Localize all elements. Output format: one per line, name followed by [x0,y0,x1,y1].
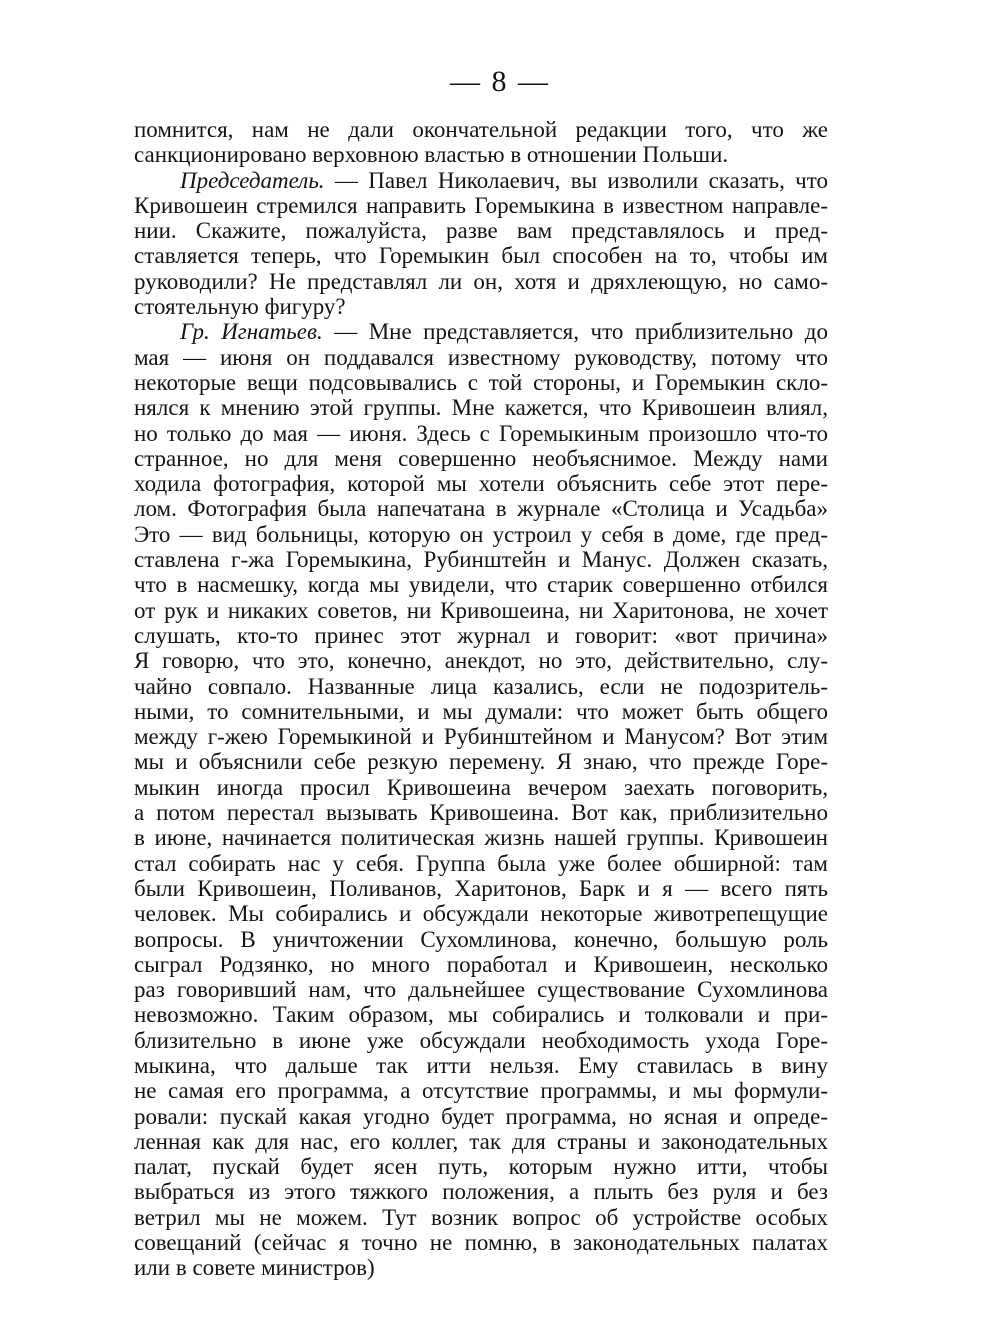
speech-text: — Мне представляется, что приблизительно до [322,319,828,345]
text-line: ными, то сомнительными, и мы думали: что может быть общего [134,698,828,724]
text-line: ставляется теперь, что Горемыкин был способен на то, чтобы им [134,243,828,269]
text-line: что в насмешку, когда мы увидели, что старик совершенно отбился [134,572,828,598]
text-line: странное, но для меня совершенно необъяснимое. Между нами [134,445,828,471]
text-line [134,168,828,193]
text-line: санкционировано верховною властью в отношении Польши. [134,142,729,168]
text-line: мая — июня он поддавался известному руководству, потому что [134,344,828,370]
text-line: в июне, начинается политическая жизнь нашей группы. Кривошеин [134,825,828,851]
text-line: помнится, нам не дали окончательной редакции того, что же [134,117,828,142]
text-line: выбраться из этого тяжкого положения, а плыть без руля и без [134,1179,828,1205]
text-line: мыкин иногда просил Кривошеина вечером заехать поговорить, [134,774,828,800]
text-line: ленная как для нас, его коллег, так для страны и законодательных [134,1128,828,1154]
text-line: Кривошеин стремился направить Горемыкина в известном направле- [134,192,828,218]
text-line: руководили? Не представлял ли он, хотя и дряхлеющую, но само- [134,268,828,294]
text-line: ветрил мы не можем. Тут возник вопрос об устройстве особых [134,1204,828,1230]
text-line: стоятельную фигуру? [134,294,346,320]
text-line: были Кривошеин, Поливанов, Харитонов, Барк и я — всего пять [134,875,828,901]
text-line: близительно в июне уже обсуждали необходимость ухода Горе- [134,1027,828,1053]
text-line: Это — вид больницы, которую он устроил у себя в доме, где пред- [134,521,828,547]
text-line: не самая его программа, а отсутствие программы, и мы формули- [134,1078,828,1104]
text-line: Я говорю, что это, конечно, анекдот, но это, действительно, слу- [134,648,828,674]
text-line: слушать, кто-то принес этот журнал и говорит: «вот причина» [134,622,828,648]
text-line: стал собирать нас у себя. Группа была уже более обширной: там [134,850,828,876]
text-line: между г-жею Горемыкиной и Рубинштейном и Манусом? Вот этим [134,724,828,750]
text-line: от рук и никаких советов, ни Кривошеина, ни Харитонова, не хочет [134,597,828,623]
text-line: а потом перестал вызывать Кривошеина. Вот как, приблизительно [134,800,828,826]
speech-text: — Павел Николаевич, вы изволили сказать, что [324,167,828,193]
text-line: нялся к мнению этой группы. Мне кажется, что Кривошеин влиял, [134,395,828,421]
speaker-name: Председатель. [180,167,325,193]
speaker-name: Гр. Игнатьев. [180,319,323,345]
text-line: некоторые вещи подсовывались с той стороны, и Горемыкин скло- [134,369,828,395]
text-line: но только до мая — июня. Здесь с Горемыкиным произошло что-то [134,420,828,446]
text-line: человек. Мы собирались и обсуждали некоторые животрепещущие [134,901,828,927]
body-text [134,117,828,1281]
text-line: вопросы. В уничтожении Сухомлинова, конечно, большую роль [134,926,828,952]
text-line: палат, пускай будет ясен путь, которым нужно итти, чтобы [134,1154,828,1180]
text-line: невозможно. Таким образом, мы собирались и толковали и при- [134,1002,828,1028]
text-line [134,319,828,344]
text-line: нии. Скажите, пожалуйста, разве вам представлялось и пред- [134,218,828,244]
text-line: ровали: пускай какая угодно будет программа, но ясная и опреде- [134,1103,828,1129]
text-line: чайно совпало. Названные лица казались, если не подозритель- [134,673,828,699]
text-line: или в совете министров) [134,1255,375,1281]
text-line: раз говоривший нам, что дальнейшее существование Сухомлинова [134,977,828,1003]
text-line: мы и объяснили себе резкую перемену. Я знаю, что прежде Горе- [134,749,828,775]
page-number: — 8 — [450,65,550,98]
text-line: ставлена г-жа Горемыкина, Рубинштейн и Манус. Должен сказать, [134,547,828,573]
text-line: совещаний (сейчас я точно не помню, в законодательных палатах [134,1230,828,1256]
text-line: ходила фотография, которой мы хотели объяснить себе этот пере- [134,471,828,497]
text-line: сыграл Родзянко, но много поработал и Кривошеин, несколько [134,951,828,977]
text-line: мыкина, что дальше так итти нельзя. Ему ставилась в вину [134,1052,828,1078]
text-line: лом. Фотография была напечатана в журнале «Столица и Усадьба» [134,496,828,522]
